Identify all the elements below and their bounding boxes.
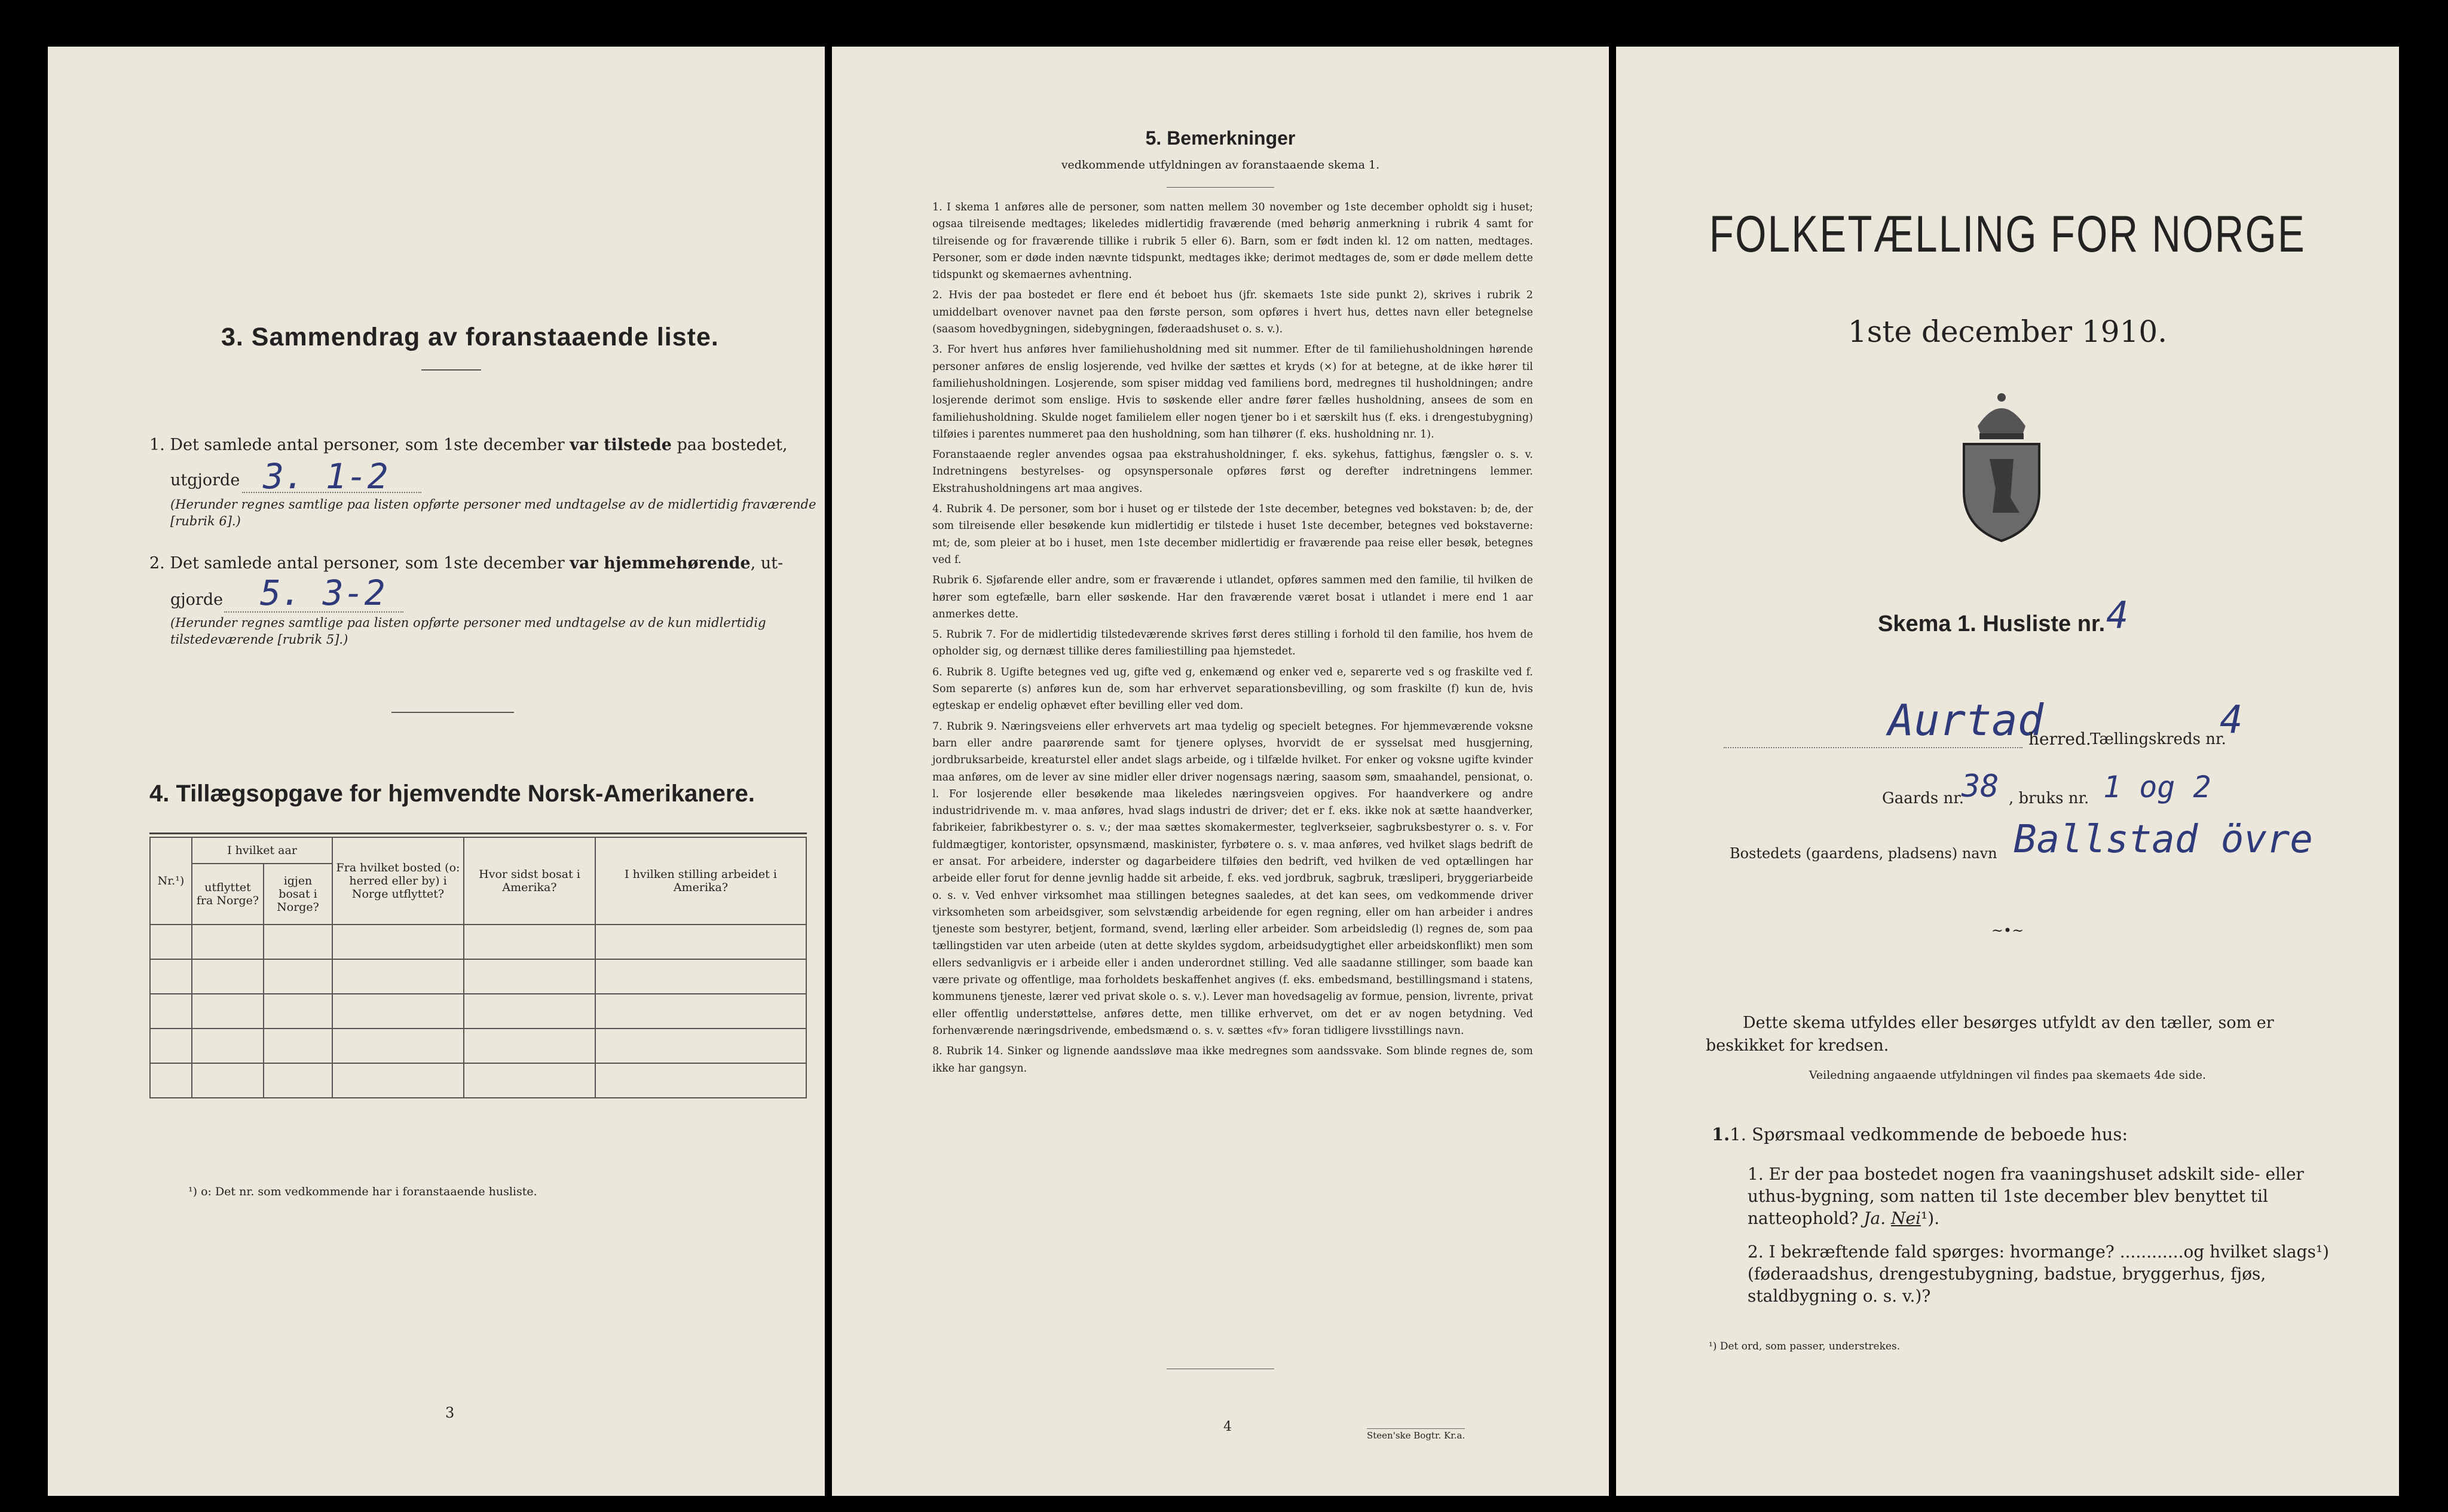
- bemerkninger-list: [932, 199, 1533, 1081]
- remark-3: 3. For hvert hus anføres hver familiehusholdning med sit nummer. Efter de til familiehusholdningen hørende personer anføres de enslig losjerende, ved hvilke der sættes et kryds (×) for at betegne, at de ikke hører til familiehusholdningen. Losjerende, som spiser middag ved familiens bord, medregnes til husholdningen; andre losjerende derimot som enslige. Hvis to søskende eller andre fører fælles husholdning, ansees de som en familiehusholdning. Skulde noget familielem eller nogen tjener bo i et særskilt hus (f. eks. i drengestubygning) tilføies i parentes nummeret paa den husholdning, som han tilhører (f. eks. husholdning nr. 1).: [932, 344, 1533, 440]
- table-footnote: ¹) o: Det nr. som vedkommende har i foranstaaende husliste.: [188, 1185, 537, 1198]
- bosted-value: Ballstad övre: [2014, 818, 2313, 862]
- header-igjen: igjen bosat i Norge?: [264, 864, 332, 925]
- bruks-value: 1 og 2: [2103, 770, 2211, 804]
- census-date: 1ste december 1910.: [1847, 314, 2168, 349]
- header-group-year: I hvilket aar: [192, 837, 332, 864]
- page-number: 3: [445, 1404, 455, 1421]
- header-fra-bosted: Fra hvilket bosted (o: herred eller by) i Norge utflyttet?: [332, 837, 464, 925]
- dotted-line: [242, 492, 421, 493]
- remark-4b: Rubrik 6. Sjøfarende eller andre, som er fraværende i utlandet, opføres sammen med den familie, til hvilken de hører som egtefælle, barn eller søskende. Har den fraværende været bosat i utlandet i mere end 1 aar anmerkes dette.: [932, 574, 1533, 620]
- answer-nei: Nei: [1891, 1208, 1921, 1228]
- item-1-utgjorde-label: utgjorde: [170, 471, 240, 489]
- remark-5: 5. Rubrik 7. For de midlertidig tilstedeværende skrives først deres stilling i forhold til den familie, hos hvem de opholder sig, og dernæst tillike deres familiestilling paa hjemstedet.: [932, 629, 1533, 658]
- item-1-text-end: paa bostedet,: [671, 436, 788, 454]
- question-1-text: 1. Er der paa bostedet nogen fra vaaningshuset adskilt side- eller uthus-bygning, som natten til 1ste december blev benyttet til natteophold?: [1748, 1164, 2304, 1228]
- gaards-value: 38: [1962, 769, 1999, 804]
- item-2-text: 2. Det samlede antal personer, som 1ste december: [149, 554, 570, 573]
- answer-ja: Ja.: [1863, 1208, 1886, 1228]
- veiledning-note: Veiledning angaaende utfyldningen vil findes paa skemaets 4de side.: [1809, 1069, 2207, 1082]
- questions-header-text: 1. Spørsmaal vedkommende de beboede hus:: [1730, 1124, 2128, 1144]
- questions-header: 1.1. Spørsmaal vedkommende de beboede hus:: [1712, 1124, 2128, 1144]
- bruks-label: , bruks nr.: [2009, 789, 2089, 807]
- remark-7: 7. Rubrik 9. Næringsveiens eller erhvervets art maa tydelig og specielt betegnes. For hjemmeværende voksne barn eller andre paarørende samt for tjenere oplyses, hvorvidt de er sysselsat med husgjerning, jordbruksarbeide, kreaturstel eller andet slags arbeide, og i tilfælde hvilket. For enker og voksne ugifte kvinder maa anføres, om de lever av sine midler eller driver nogensags næring, saasom søm, smaahandel, pensionat, o. l. For losjerende eller besøkende maa likeledes næringsveien opgives. For haandverkere og andre industridrivende m. v. maa anføres, hvad slags industri de driver; det er f. eks. ikke nok at sætte haandverker, fabrikeier, fabrikbestyrer o. s. v.; der maa sættes skomakermester, teglverkseier, sagbruksbestyrer o. s. v. For fuldmægtiger, kontorister, opsynsmænd, maskinister, fyrbøtere o. s. v. maa anføres, ved hvilket slags bedrift de er ansat. For arbeidere, inderster og dagarbeidere tilføies den bedrift, ved hvilken de ved optællingen har arbeide eller forut for denne jevnlig hadde sit arbeide, f. eks. ved jordbruk, sagbruk, træsliperi, bryggeriarbeide o. s. v. Ved enhver virksomhet maa stillingen betegnes saaledes, at det kan sees, om vedkommende driver virksomheten som arbeidsgiver, som selvstændig arbeidende for egen regning, eller om han arbeider i andres tjeneste som bestyrer, betjent, formand, svend, lærling eller arbeider. Som arbeidsledig (l) regnes de, som paa tællingstiden var uten arbeide (uten at dette skyldes sygdom, arbeidsudygtighet eller arbeidskonflikt) men som ellers sedvanligvis er i arbeide eller i anden underordnet stilling. Ved alle saadanne stillinger, som baade kan være private og offentlige, maa forholdets beskaffenhet angives (f. eks. embedsmand, bestillingsmand i statens, kommunens tjeneste, lærer ved privat skole o. s. v.). Lever man hovedsagelig av formue, pension, livrente, privat eller offentlig understøttelse, anføres dette, men tillike erhvervet, om det er av nogen betydning. Ved forhenværende næringsdrivende, embedsmænd o. s. v. sættes «fv» foran tidligere livsstillings navn.: [932, 720, 1533, 1037]
- remark-3b: Foranstaaende regler anvendes ogsaa paa ekstrahusholdninger, f. eks. sykehus, fattighus, fængsler o. s. v. Indretningens bestyrelses- og opsynspersonale opføres først og derefter indretningens lemmer. Ekstrahusholdningens art maa angives.: [932, 449, 1533, 495]
- husliste-number-value: 4: [2106, 593, 2129, 637]
- kreds-label: Tællingskreds nr.: [2090, 730, 2226, 748]
- section-4-title: 4. Tillægsopgave for hjemvendte Norsk-Amerikanere.: [149, 781, 755, 807]
- printer-imprint: Steen'ske Bogtr. Kr.a.: [1367, 1428, 1465, 1441]
- header-utflyttet: utflyttet fra Norge?: [192, 864, 264, 925]
- page-number: 4: [1223, 1419, 1232, 1434]
- bemerkninger-title: 5. Bemerkninger: [1145, 127, 1296, 149]
- item-1-text: 1. Det samlede antal personer, som 1ste december: [149, 436, 570, 454]
- census-title: FOLKETÆLLING FOR NORGE: [1709, 206, 2306, 263]
- kreds-value: 4: [2220, 698, 2243, 742]
- summary-item-2: [149, 553, 813, 574]
- census-cover-page: [1616, 47, 2399, 1496]
- answer-footnote-mark: ¹).: [1921, 1208, 1940, 1228]
- summary-item-1: [149, 435, 813, 455]
- table-top-rule: [149, 832, 807, 834]
- gaards-label: Gaards nr.: [1882, 789, 1964, 807]
- right-footnote: ¹) Det ord, som passer, understrekes.: [1709, 1340, 1901, 1352]
- census-page-4: [832, 47, 1609, 1496]
- item-1-note: (Herunder regnes samtlige paa listen opførte personer med undtagelse av de midlertidig fraværende [rubrik 6].): [170, 497, 816, 528]
- item-1-bold: var tilstede: [570, 436, 672, 454]
- norsk-amerikanere-table: [149, 837, 807, 1098]
- bosted-label: Bostedets (gaardens, pladsens) navn: [1730, 845, 1997, 862]
- section-3-title: 3. Sammendrag av foranstaaende liste.: [221, 323, 719, 351]
- item-2-handwritten-value: 5. 3-2: [260, 573, 385, 613]
- item-1-handwritten-value: 3. 1-2: [263, 456, 388, 497]
- norwegian-coat-of-arms-icon: [1957, 384, 2046, 543]
- table-row: [150, 994, 806, 1029]
- table-row: [150, 1029, 806, 1063]
- bemerkninger-subtitle: vedkommende utfyldningen av foranstaaende skema 1.: [1061, 158, 1380, 172]
- header-hvor-bosat: Hvor sidst bosat i Amerika?: [464, 837, 595, 925]
- dotted-line: [224, 611, 403, 613]
- item-2-note: (Herunder regnes samtlige paa listen opførte personer med undtagelse av de kun midlertidig tilstedeværende [rubrik 5].): [170, 616, 766, 647]
- divider: [421, 369, 481, 371]
- dotted-line: [1724, 747, 2022, 748]
- table-row: [150, 925, 806, 959]
- intro-text: Dette skema utfyldes eller besørges utfyldt av den tæller, som er beskikket for kredsen.: [1706, 1014, 2274, 1055]
- remark-8: 8. Rubrik 14. Sinker og lignende aandssløve maa ikke medregnes som aandssvake. Som blinde regnes de, som ikke har gangsyn.: [932, 1045, 1533, 1075]
- item-2-gjorde-label: gjorde: [170, 590, 224, 609]
- remark-2: 2. Hvis der paa bostedet er flere end ét beboet hus (jfr. skemaets 1ste side punkt 2), skrives i rubrik 2 umiddelbart ovenover navnet paa den første person, som opføres i hvert hus, dettes navn eller betegnelse (saasom hovedbygningen, sidebygningen, føderaadshuset o. s. v.).: [932, 289, 1533, 336]
- table-row: [150, 1063, 806, 1098]
- divider: [391, 712, 514, 713]
- remark-6: 6. Rubrik 8. Ugifte betegnes ved ug, gifte ved g, enkemænd og enker ved e, separerte ved s og fraskilte ved f. Som separerte (s) anføres kun de, som har erhvervet separationsbevilling, og som fraskilte (f) kun de, hvis egteskap er endelig ophævet efter bevilling eller ved dom.: [932, 666, 1533, 712]
- remark-4: 4. Rubrik 4. De personer, som bor i huset og er tilstede der 1ste december, betegnes ved bokstaven: b; de, der som tilreisende eller besøkende kun midlertidig er tilstede i huset 1ste december, betegnes ved bokstaverne: mt; de, som pleier at bo i huset, men 1ste december midlertidig er fraværende paa reise eller besøk, betegnes ved f.: [932, 503, 1533, 566]
- header-stilling: I hvilken stilling arbeidet i Amerika?: [595, 837, 806, 925]
- ornament-divider: ~•~: [1991, 922, 2024, 939]
- table-row: [150, 959, 806, 994]
- item-2-text-end: , ut-: [750, 554, 784, 573]
- header-nr: Nr.¹): [150, 837, 192, 925]
- census-page-3: [48, 47, 825, 1496]
- skema-label: Skema 1. Husliste nr.: [1878, 611, 2106, 636]
- question-2: 2. I bekræftende fald spørges: hvormange? ............og hvilket slags¹) (føderaadshus, drengestubygning, badstue, bryggerhus, fjøs, staldbygning o. s. v.)?: [1748, 1242, 2330, 1306]
- herred-value: Aurtad: [1888, 695, 2044, 745]
- question-1: [1748, 1163, 2345, 1229]
- item-2-bold: var hjemmehørende: [570, 554, 751, 573]
- remark-1: 1. I skema 1 anføres alle de personer, som natten mellem 30 november og 1ste december opholdt sig i huset; ogsaa tilreisende medtages; likeledes midlertidig fraværende (med behørig anmerkning i rubrik 4 samt for tilreisende og for fraværende tillike i rubrik 5 eller 6). Barn, som er født inden kl. 12 om natten, medtages. Personer, som er døde inden nævnte tidspunkt, medtages ikke; derimot medtages de, som er døde mellem dette tidspunkt og skemaernes avhentning.: [932, 201, 1533, 281]
- divider: [1167, 187, 1274, 188]
- herred-label: herred.: [2028, 729, 2091, 749]
